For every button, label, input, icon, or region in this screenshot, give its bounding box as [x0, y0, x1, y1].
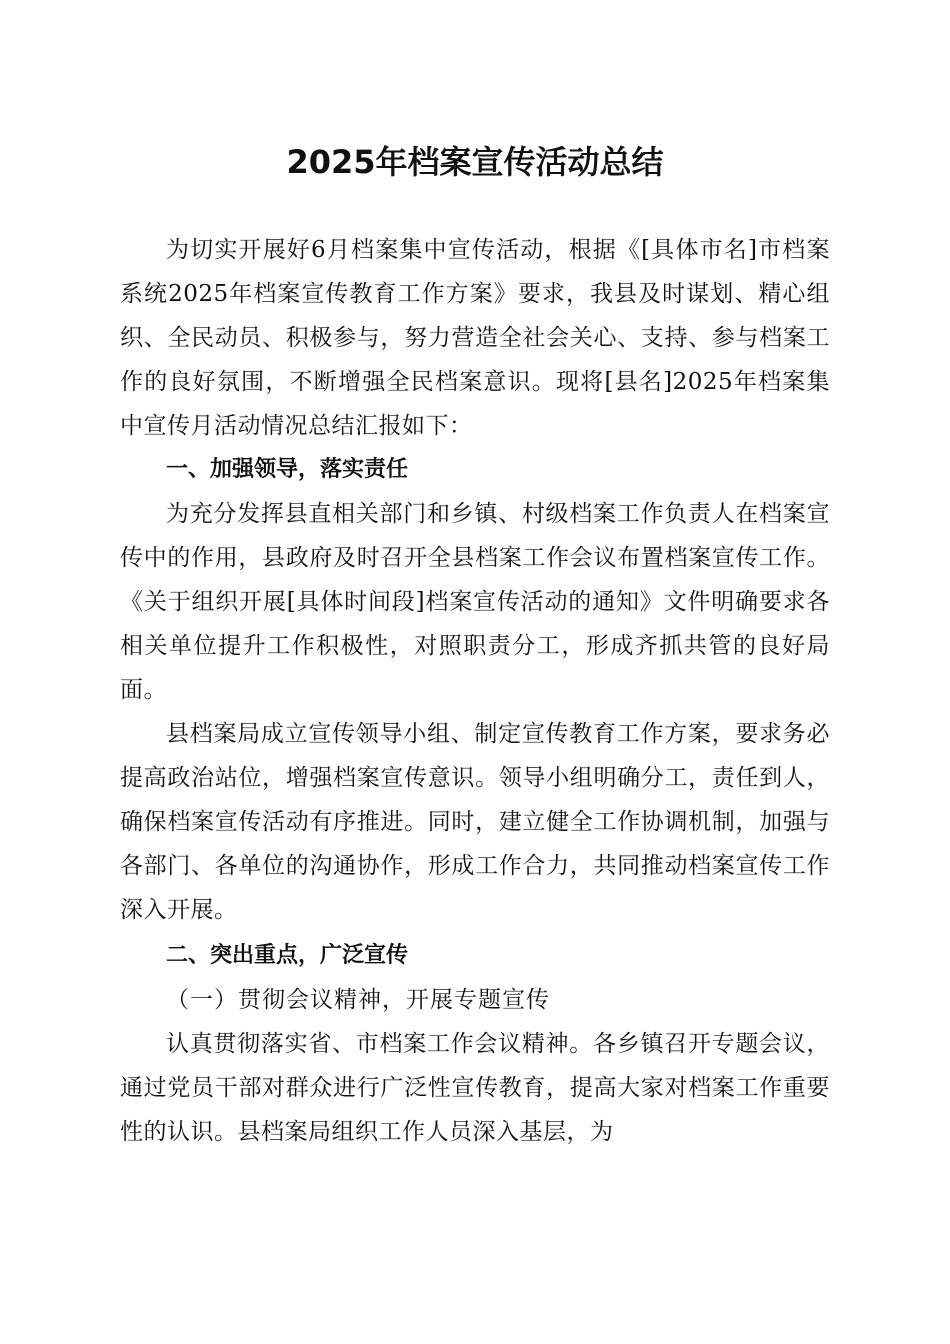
intro-paragraph: 为切实开展好6月档案集中宣传活动，根据《[具体市名]市档案系统2025年档案宣传教育工作方案》要求，我县及时谋划、精心组织、全民动员、积极参与，努力营造全社会关心、支持、参与档案工作的良好氛围，不断增强全民档案意识。现将[县名]2025年档案集中宣传月活动情况总结汇报如下：: [120, 237, 830, 439]
section-1-paragraph-2: 县档案局成立宣传领导小组、制定宣传教育工作方案，要求务必提高政治站位，增强档案宣传意识。领导小组明确分工，责任到人，确保档案宣传活动有序推进。同时，建立健全工作协调机制，加强与各部门、各单位的沟通协作，形成工作合力，共同推动档案宣传工作深入开展。: [120, 721, 830, 923]
document-body: [120, 228, 830, 1154]
subsection-2-1-paragraph-1: 认真贯彻落实省、市档案工作会议精神。各乡镇召开专题会议，通过党员干部对群众进行广泛性宣传教育，提高大家对档案工作重要性的认识。县档案局组织工作人员深入基层，为: [120, 1031, 830, 1145]
document-title: 2025年档案宣传活动总结: [286, 143, 664, 181]
section-1-heading: 一、加强领导，落实责任: [166, 457, 409, 482]
section-2-heading: 二、突出重点，广泛宣传: [166, 943, 409, 968]
section-1-paragraph-1: 为充分发挥县直相关部门和乡镇、村级档案工作负责人在档案宣传中的作用，县政府及时召开全县档案工作会议布置档案宣传工作。《关于组织开展[具体时间段]档案宣传活动的通知》文件明确要求各相关单位提升工作积极性，对照职责分工，形成齐抓共管的良好局面。: [120, 501, 830, 703]
subsection-2-1-heading: （一）贯彻会议精神，开展专题宣传: [166, 987, 550, 1013]
